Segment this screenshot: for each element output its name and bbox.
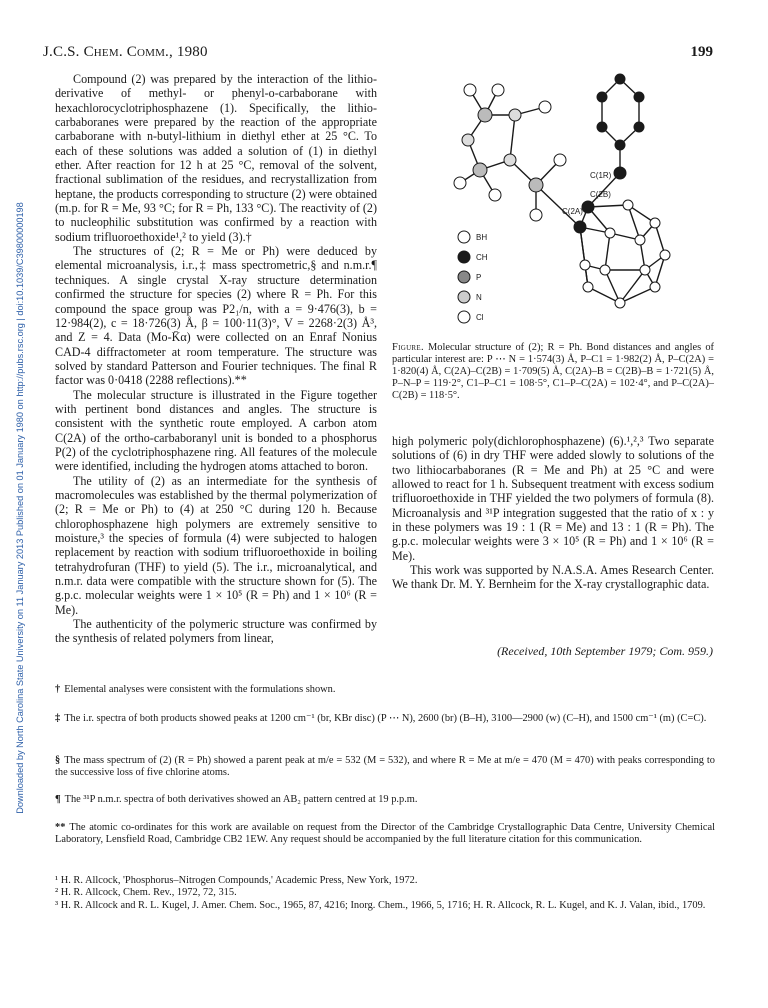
legend-p-label: P: [476, 273, 482, 282]
left-column: [55, 72, 377, 646]
footnote: [55, 684, 715, 696]
download-note: [12, 202, 28, 814]
legend-cl-icon: [458, 311, 470, 323]
footnote-mark: ¶: [55, 794, 61, 805]
journal-header: J.C.S. Chem. Comm., 1980: [43, 44, 208, 60]
paragraph: high polymeric poly(dichlorophosphazene) (6).¹,²,³ Two separate solutions of (6) in dry THF were added slowly to solutions of the two lithiocarbaboranes (R = Me and Ph) at 25 °C and were allowed to react for 1 h. Subsequent treatment with excess sodium trifluoroethoxide in THF yielded the two polymers of formula (8). Microanalysis and ³¹P integration suggested that the ratio of x : y in these polymers was 19 : 1 (R = Me) and 13 : 1 (R = Ph). The g.p.c. molecular weights were 3 × 10⁵ (R = Ph) and 1 × 10⁶ (R = Me).: [392, 434, 714, 563]
footnote-text: The i.r. spectra of both products showed peaks at 1200 cm⁻¹ (br, KBr disc) (P ⋯ N), 2600 (br) (B–H), 3100—2900 (w) (C–H), and 1500 cm⁻¹ (m) (C=C).: [64, 713, 707, 724]
footnote: [55, 713, 715, 725]
reference-item: ² H. R. Allcock, Chem. Rev., 1972, 72, 315.: [55, 887, 237, 899]
footnote-mark: †: [55, 684, 61, 695]
footnote-text: The atomic co-ordinates for this work are available on request from the Director of the Cambridge Crystallographic Data Centre, University Chemical Laboratory, Lensfield Road, Cambridge CB2 1EW. Any request should be accompanied by the full literature citation for this communication.: [55, 822, 715, 846]
footnote: [55, 755, 715, 780]
figure-legend: [458, 231, 488, 323]
page-number: 199: [690, 44, 713, 60]
download-note-text[interactable]: Downloaded by North Carolina State University on 11 January 2013 Published on 01 January 1980 on http://pubs.rsc.org | doi:10.1039/C39800000198: [15, 202, 26, 814]
received-date: (Received, 10th September 1979; Com. 959.): [497, 644, 713, 658]
footnote-text: The mass spectrum of (2) (R = Ph) showed a parent peak at m/e = 532 (M = 532), and where R = Me at m/e = 470 (M = 470) with peaks corresponding to the successive loss of five chlorine atoms.: [55, 755, 715, 779]
legend-cl-label: Cl: [476, 313, 484, 322]
legend-bh-icon: [458, 231, 470, 243]
footnote: [55, 794, 715, 806]
atom-label-c1r: C(1R): [590, 171, 612, 180]
figure-caption-text: Molecular structure of (2); R = Ph. Bond distances and angles of particular interest are: P ⋯ N = 1·574(3) Å, P–C1 = 1·982(2) Å, P–C(2A) = 1·820(4) Å, C(2A)–C(2B) = 1·709(5) Å, C(2A)–B = C(2B)–B = 1·721(5) Å, P–N–P = 119·2°, C1–P–C1 = 108·5°, C1–P–C(2A) = 102·4°, and P–C(2A)–C(2B) = 118·5°.: [392, 342, 714, 402]
molecular-structure-figure: [440, 65, 720, 335]
reference-item: ³ H. R. Allcock and R. L. Kugel, J. Amer. Chem. Soc., 1965, 87, 4216; Inorg. Chem., 1966, 5, 1716; H. R. Allcock, R. L. Kugel, and K. J. Valan, ibid., 1709.: [55, 899, 706, 911]
paragraph: The utility of (2) as an intermediate for the synthesis of macromolecules was established by the thermal polymerization of (2; R = Me or Ph) to (4) at 250 °C during 120 h. Because chlorophosphazene high polymers are extremely sensitive to moisture,³ the species of formula (4) were subjected to halogen replacement by reaction with sodium trifluoroethoxide in boiling tetrahydrofuran (THF) to yield (5). The i.r., microanalytical, and n.m.r. data were compatible with the structure shown for (5). The g.p.c. molecular weights were 1 × 10⁵ (R = Ph) and 1 × 10⁶ (R = Me).: [55, 473, 377, 617]
atom-label-c2a: C(2A): [562, 207, 583, 216]
structure-drawing: [440, 65, 720, 335]
paragraph: The molecular structure is illustrated in the Figure together with pertinent bond distances and angles. The structure is consistent with the synthetic route employed. A carbon atom C(2A) of the ortho-carbaboranyl unit is bonded to a phosphorus P(2) of the cyclotriphosphazene ring. All features of the molecule were identified, including the hydrogen atoms attached to boron.: [55, 387, 377, 474]
legend-n-label: N: [476, 293, 482, 302]
legend-ch-icon: [458, 251, 470, 263]
legend-n-icon: [458, 291, 470, 303]
paragraph: The authenticity of the polymeric structure was confirmed by the synthesis of related polymers from linear,: [55, 617, 377, 646]
paragraph: This work was supported by N.A.S.A. Ames Research Center. We thank Dr. M. Y. Bernheim for the X-ray crystallographic data.: [392, 563, 714, 592]
footnote-mark: ‡: [55, 713, 61, 724]
footnote: [55, 822, 715, 847]
reference-item: ¹ H. R. Allcock, 'Phosphorus–Nitrogen Compounds,' Academic Press, New York, 1972.: [55, 875, 418, 886]
paragraph: Compound (2) was prepared by the interaction of the lithio-derivative of methyl- or phenyl-o-carbaborane with hexachlorocyclotriphosphazene (1). Specifically, the lithio-carbaboranes were prepared by the reaction of the appropriate carbaborane with n-butyl-lithium in diethyl ether at 25 °C. To each of these solutions was added a solution of (1) in diethyl ether. After reaction for 12 h at 25 °C, removal of the solvent, fractional sublimation of the residues, and recrystallization from heptane, the products corresponding to structure (2) were obtained (m.p. for R = Me, 93 °C; for R = Ph, 133 °C). The reactivity of (2) to nucleophilic substitution was confirmed by a reaction with sodium trifluoroethoxide¹,² to yield (3).†: [55, 72, 377, 244]
reference-list: [55, 875, 715, 912]
footnote-mark: §: [55, 755, 61, 766]
figure-caption: [392, 342, 714, 402]
legend-bh-label: BH: [476, 233, 488, 242]
atoms: [454, 74, 670, 308]
footnote-text: Elemental analyses were consistent with the formulations shown.: [64, 684, 336, 695]
legend-ch-label: CH: [476, 253, 488, 262]
figure-caption-lead: Figure.: [392, 342, 424, 353]
footnote-mark: **: [55, 822, 66, 833]
right-column: [392, 434, 714, 592]
atom-label-c2b: C(2B): [590, 190, 611, 199]
legend-p-icon: [458, 271, 470, 283]
paragraph: The structures of (2; R = Me or Ph) were deduced by elemental microanalysis, i.r.,‡ mass spectrometric,§ and n.m.r.¶ techniques. A single crystal X-ray structure determination confirmed the structure for species (2) where R = Ph. For this compound the space group was P2₁/n, with a = 9·476(3), b = 12·984(2), c = 18·726(3) Å, β = 100·11(3)°, V = 2268·2(3) Å³, and Z = 4. Data (Mo-K̄α) were collected on an Enraf Nonius CAD-4 diffractometer at room temperature. The structure was solved by standard Patterson and Fourier techniques. The final R factor was 0·0418 (2288 reflections).**: [55, 244, 377, 388]
footnote-text: The ³¹P n.m.r. spectra of both derivatives showed an AB₂ pattern centred at 19 p.p.m.: [64, 794, 418, 805]
